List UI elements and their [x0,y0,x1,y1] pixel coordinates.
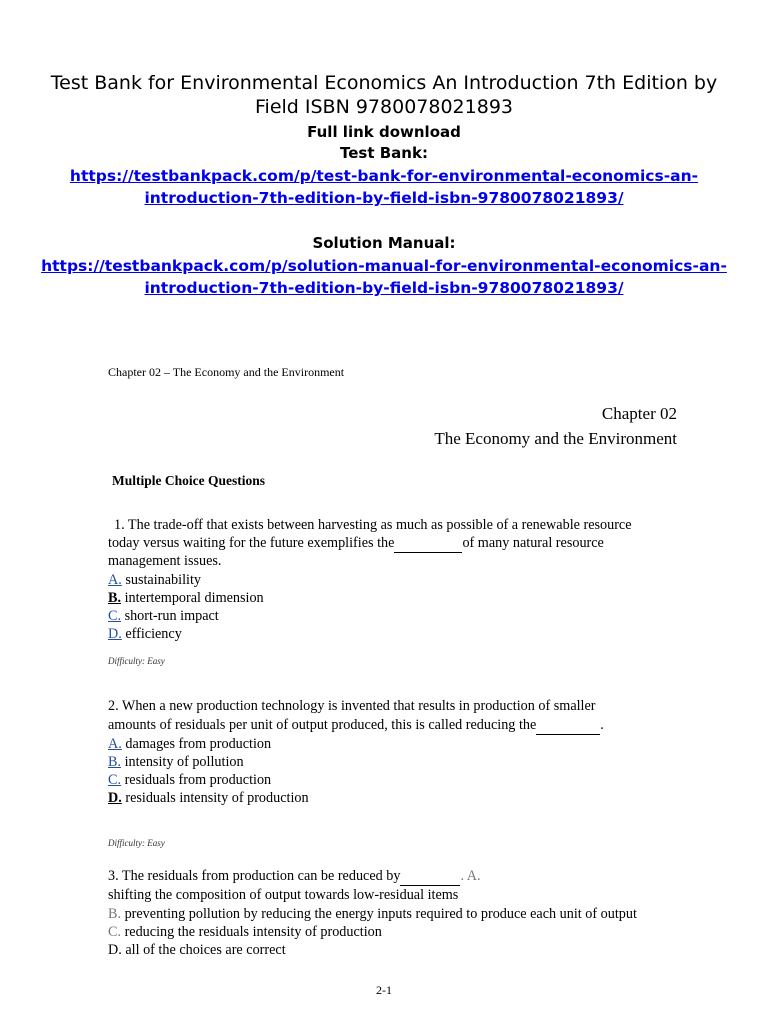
answer-blank [536,716,600,735]
question-3-line1-post: . [460,868,467,884]
question-1-line2-pre: today versus waiting for the future exemplifies the [108,535,395,551]
difficulty-label: Difficulty: Easy [108,656,165,666]
question-1-line3: management issues. [108,553,222,569]
question-2-line1: 2. When a new production technology is invented that results in production of smaller [108,698,596,714]
option-2a[interactable] [108,735,271,753]
question-1-line2-post: of many natural resource [462,535,604,551]
running-head: Chapter 02 – The Economy and the Environment [108,365,345,379]
option-text: residuals intensity of production [121,790,309,806]
full-link-label: Full link download [307,123,461,141]
answer-blank [394,534,462,553]
option-letter: C. [108,772,122,788]
option-letter: B. [108,754,122,770]
question-3-line1 [108,867,481,886]
option-letter: D. [108,790,122,806]
option-letter: C. [108,924,122,940]
answer-blank [400,867,460,886]
option-3b[interactable] [108,905,637,923]
option-text: efficiency [121,626,182,642]
question-1-line2 [108,534,604,553]
test-bank-link-line2[interactable]: introduction-7th-edition-by-field-isbn-9780078021893/ [144,189,624,207]
option-text: damages from production [121,736,272,752]
option-text: reducing the residuals intensity of production [121,924,382,940]
option-letter: A. [108,572,122,588]
option-text: preventing pollution by reducing the energy inputs required to produce each unit of output [121,906,637,922]
section-title: Multiple Choice Questions [112,473,266,488]
option-1b[interactable] [108,589,264,607]
question-2-line2-pre: amounts of residuals per unit of output produced, this is called reducing the [108,717,537,733]
question-2-line2 [108,716,604,735]
option-text: sustainability [121,572,202,588]
option-text: intertemporal dimension [121,590,264,606]
option-text: short-run impact [121,608,219,624]
solution-manual-link-line2[interactable]: introduction-7th-edition-by-field-isbn-9780078021893/ [144,279,624,297]
option-2d[interactable] [108,789,309,807]
document-title-line1: Test Bank for Environmental Economics An Introduction 7th Edition by [50,72,718,94]
option-text: residuals from production [121,772,272,788]
question-3-line1-pre: 3. The residuals from production can be reduced by [108,868,401,884]
chapter-title: The Economy and the Environment [434,429,677,448]
option-1c[interactable] [108,607,219,625]
solution-manual-label: Solution Manual: [312,234,456,252]
option-text: intensity of pollution [121,754,244,770]
option-2c[interactable] [108,771,271,789]
option-letter: C. [108,608,122,624]
option-1a[interactable] [108,571,201,589]
option-1d[interactable] [108,625,182,643]
question-1-line1: 1. The trade-off that exists between harvesting as much as possible of a renewable resource [114,517,632,533]
option-3d[interactable] [108,941,286,959]
option-text: all of the choices are correct [121,942,286,958]
solution-manual-link-line1[interactable]: https://testbankpack.com/p/solution-manual-for-environmental-economics-an- [41,257,727,275]
option-letter: D. [108,942,122,958]
chapter-number: Chapter 02 [601,404,677,423]
test-bank-label: Test Bank: [340,144,428,162]
option-3c[interactable] [108,923,382,941]
document-title-line2: Field ISBN 9780078021893 [255,96,513,118]
option-2b[interactable] [108,753,244,771]
option-3a-letter[interactable]: A. [466,868,481,884]
page-number: 2-1 [376,983,392,997]
test-bank-link-line1[interactable]: https://testbankpack.com/p/test-bank-for-environmental-economics-an- [69,167,699,185]
option-letter: B. [108,906,122,922]
option-letter: D. [108,626,122,642]
option-letter: B. [108,590,122,606]
difficulty-label: Difficulty: Easy [108,838,165,848]
option-3a-text[interactable]: shifting the composition of output towards low-residual items [108,887,459,903]
question-2-line2-post: . [600,717,604,733]
option-letter: A. [108,736,122,752]
